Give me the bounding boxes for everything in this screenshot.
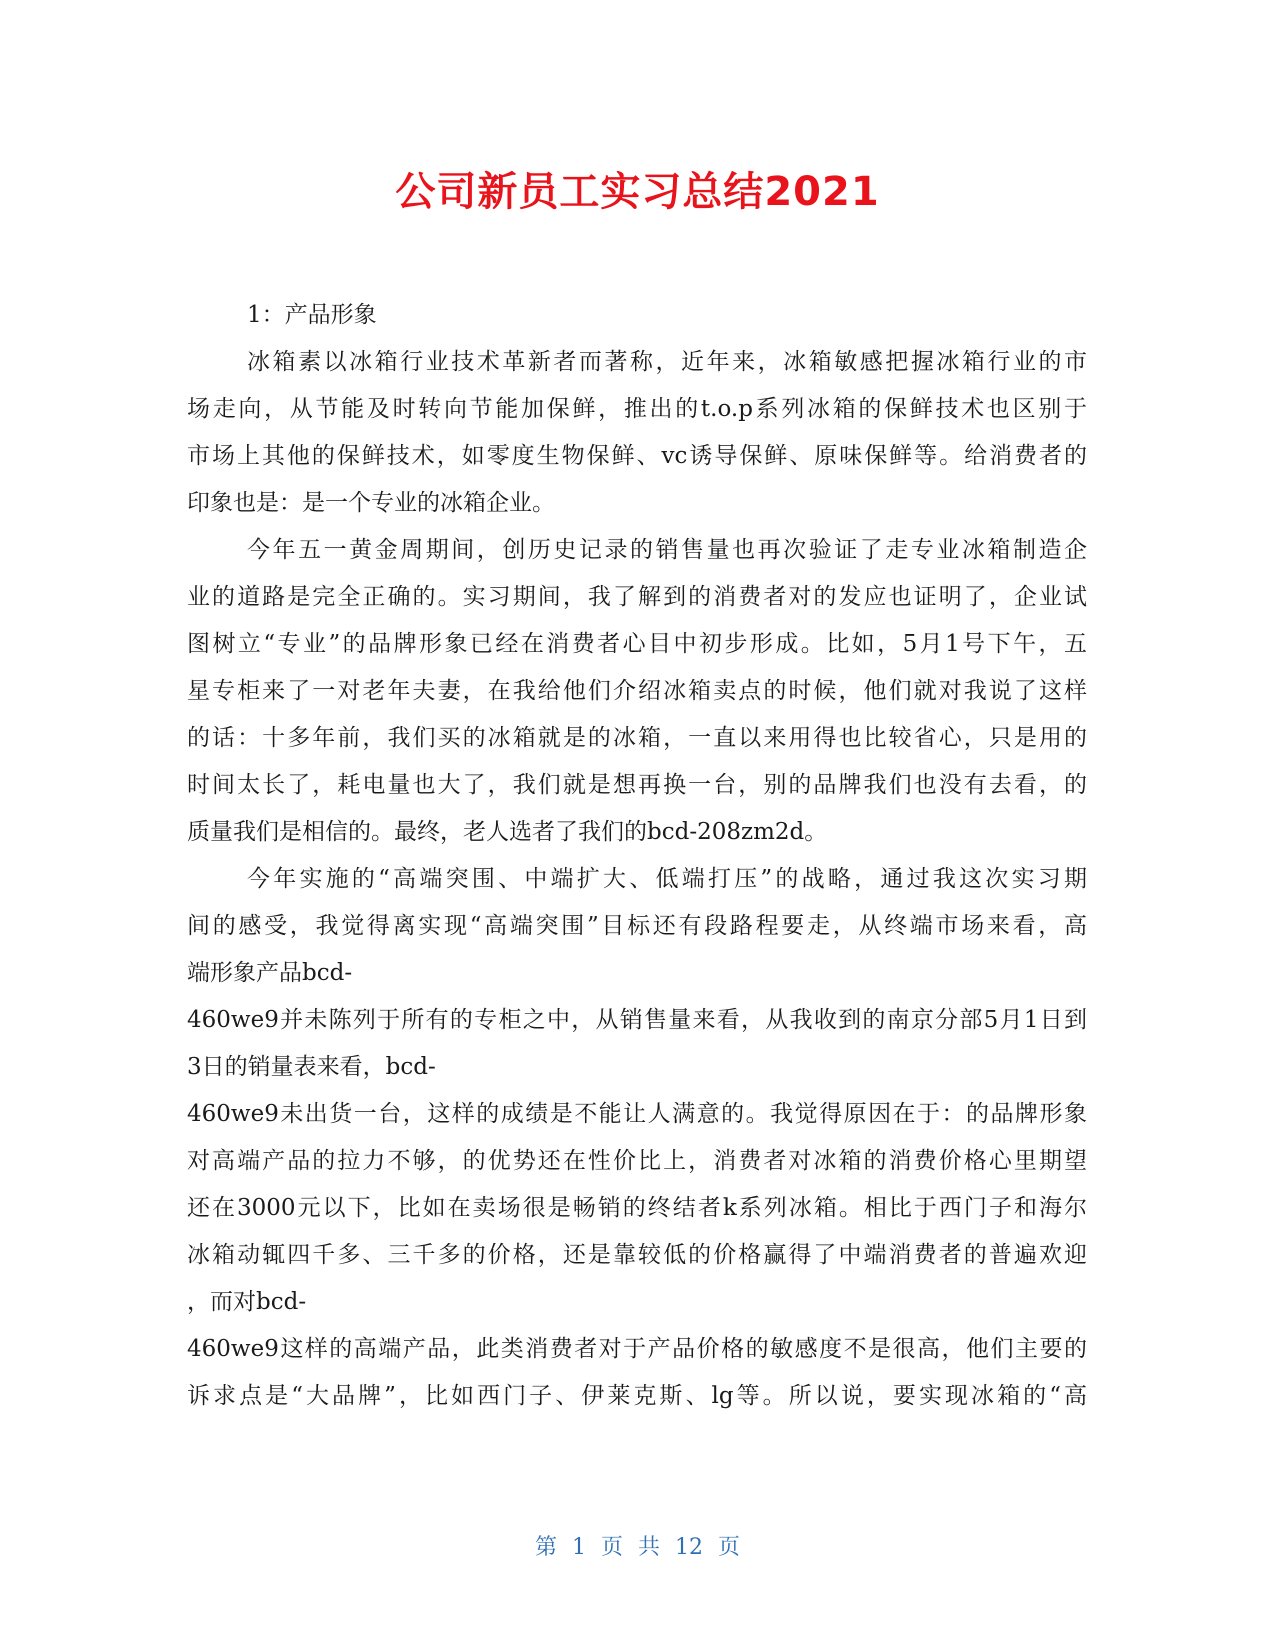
paragraph-line: 印象也是：是一个专业的冰箱企业。 [187, 490, 555, 516]
footer-total-pages: 12 [675, 1535, 704, 1560]
paragraph-line: 场走向，从节能及时转向节能加保鲜，推出的t.o.p系列冰箱的保鲜技术也区别于 [187, 396, 1087, 422]
document-title: 公司新员工实习总结2021 [395, 169, 880, 215]
paragraph-line: 3日的销量表来看，bcd- [187, 1054, 436, 1080]
paragraph-line: 冰箱动辄四千多、三千多的价格，还是靠较低的价格赢得了中端消费者的普遍欢迎 [187, 1242, 1087, 1268]
paragraph-line: 的话：十多年前，我们买的冰箱就是的冰箱，一直以来用得也比较省心，只是用的 [187, 725, 1087, 751]
section-heading: 1：产品形象 [247, 302, 377, 328]
paragraph-line: 今年实施的“高端突围、中端扩大、低端打压”的战略，通过我这次实习期 [247, 866, 1087, 892]
page-footer [0, 1530, 1275, 1561]
paragraph-line: 460we9未出货一台，这样的成绩是不能让人满意的。我觉得原因在于：的品牌形象 [187, 1101, 1087, 1127]
paragraph-line: 市场上其他的保鲜技术，如零度生物保鲜、vc诱导保鲜、原味保鲜等。给消费者的 [187, 443, 1087, 469]
footer-page-label: 第 [534, 1535, 557, 1560]
paragraph-line: 间的感受，我觉得离实现“高端突围”目标还有段路程要走，从终端市场来看，高 [187, 913, 1087, 939]
paragraph-line: 时间太长了，耗电量也大了，我们就是想再换一台，别的品牌我们也没有去看，的 [187, 772, 1087, 798]
paragraph-line: 还在3000元以下，比如在卖场很是畅销的终结者k系列冰箱。相比于西门子和海尔 [187, 1195, 1087, 1221]
paragraph-line: ，而对bcd- [187, 1289, 307, 1315]
footer-page-unit: 页 [600, 1535, 623, 1560]
paragraph-line: 冰箱素以冰箱行业技术革新者而著称，近年来，冰箱敏感把握冰箱行业的市 [247, 349, 1087, 375]
paragraph-line: 对高端产品的拉力不够，的优势还在性价比上，消费者对冰箱的消费价格心里期望 [187, 1148, 1087, 1174]
paragraph-line: 诉求点是“大品牌”，比如西门子、伊莱克斯、lg等。所以说，要实现冰箱的“高 [187, 1383, 1087, 1409]
paragraph-line: 质量我们是相信的。最终，老人选者了我们的bcd-208zm2d。 [187, 819, 828, 845]
paragraph-line: 图树立“专业”的品牌形象已经在消费者心目中初步形成。比如，5月1号下午，五 [187, 631, 1087, 657]
footer-total-label: 共 [638, 1535, 661, 1560]
paragraph-line: 460we9并未陈列于所有的专柜之中，从销售量来看，从我收到的南京分部5月1日到 [187, 1007, 1087, 1033]
paragraph-line: 星专柜来了一对老年夫妻，在我给他们介绍冰箱卖点的时候，他们就对我说了这样 [187, 678, 1087, 704]
footer-page-number: 1 [571, 1535, 586, 1560]
footer-total-unit: 页 [718, 1535, 741, 1560]
paragraph-line: 业的道路是完全正确的。实习期间，我了解到的消费者对的发应也证明了，企业试 [187, 584, 1087, 610]
document-body [187, 292, 1087, 1420]
paragraph-line: 460we9这样的高端产品，此类消费者对于产品价格的敏感度不是很高，他们主要的 [187, 1336, 1087, 1362]
paragraph-line: 今年五一黄金周期间，创历史记录的销售量也再次验证了走专业冰箱制造企 [247, 537, 1087, 563]
paragraph-line: 端形象产品bcd- [187, 960, 353, 986]
